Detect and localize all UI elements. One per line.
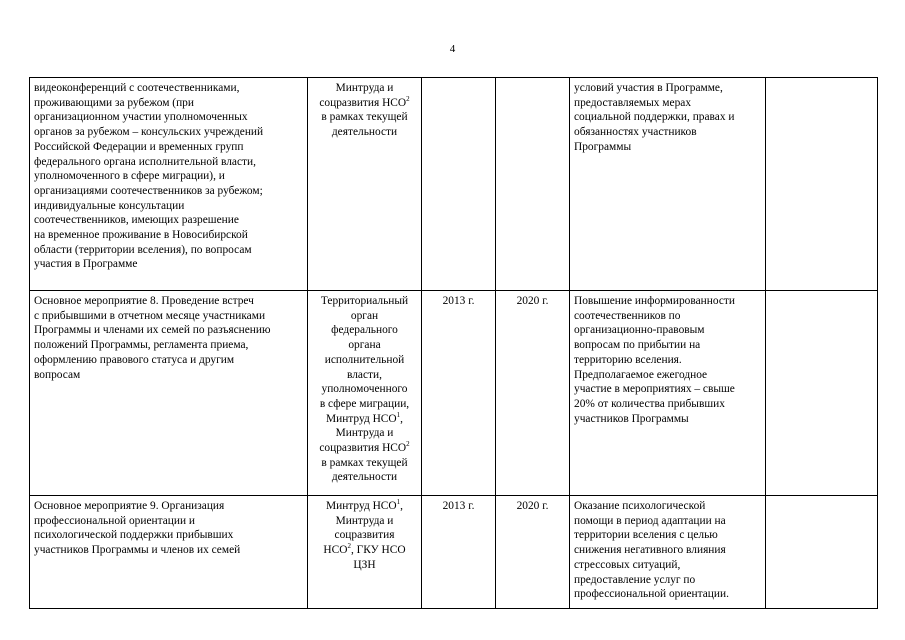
result-cell-line: условий участия в Программе, xyxy=(574,82,723,94)
activity-cell-line: области (территории вселения), по вопросам xyxy=(34,243,252,256)
extra-cell xyxy=(766,291,878,496)
result-cell-line: вопросам по прибытии на xyxy=(574,339,701,352)
result-cell-line: профессиональной ориентации. xyxy=(574,588,729,601)
executor-line xyxy=(312,528,417,543)
executor-line xyxy=(312,96,417,111)
activity-cell-line: положений Программы, регламента приема, xyxy=(34,339,249,352)
result-cell-line: участников Программы xyxy=(574,412,689,425)
activity-cell-line: Основное мероприятие 8. Проведение встреч xyxy=(34,295,254,307)
activity-cell-line: Российской Федерации и временных групп xyxy=(34,140,244,153)
activity-cell-line: организационном участии уполномоченных xyxy=(34,111,248,124)
executor-text: федерального xyxy=(331,324,398,337)
executor-line xyxy=(312,382,417,397)
extra-cell xyxy=(766,496,878,609)
executor-line xyxy=(312,543,417,558)
executor-text: соцразвития xyxy=(334,529,395,542)
start-year-cell: 2013 г. xyxy=(422,291,496,496)
executor-text: Минтруд НСО xyxy=(325,412,397,425)
executor-text: в сфере миграции, xyxy=(319,397,410,410)
activity-cell-line: индивидуальные консультации xyxy=(34,199,185,212)
executor-text: Минтруда и xyxy=(335,82,394,94)
activity-cell-line: федерального органа исполнительной власти, xyxy=(34,155,256,168)
executor-text: ЦЗН xyxy=(353,558,376,571)
executor-suffix: , xyxy=(400,500,403,512)
executor-text: НСО xyxy=(323,544,348,557)
executor-cell xyxy=(308,78,422,291)
executor-text: власти, xyxy=(347,368,382,381)
result-cell xyxy=(570,496,766,609)
footnote-marker: 1 xyxy=(396,498,401,506)
result-cell-line: территории вселения с целью xyxy=(574,529,718,542)
executor-line xyxy=(312,353,417,368)
table-body xyxy=(30,78,878,609)
executor-line xyxy=(312,294,417,309)
result-cell-line: Программы xyxy=(574,140,632,153)
activity-cell-line: уполномоченного в сфере миграции), и xyxy=(34,170,225,183)
executor-text: органа xyxy=(348,339,381,352)
executor-line xyxy=(312,558,417,573)
result-cell xyxy=(570,291,766,496)
executor-text: исполнительной xyxy=(324,353,405,366)
result-cell-line: обязанностях участников xyxy=(574,126,697,139)
activity-cell-line: проживающими за рубежом (при xyxy=(34,96,194,109)
result-cell-line: организационно-правовым xyxy=(574,324,705,337)
page-number: 4 xyxy=(449,43,456,55)
executor-line xyxy=(312,110,417,125)
activity-cell-line: Основное мероприятие 9. Организация xyxy=(34,500,225,512)
executor-line xyxy=(312,441,417,456)
activity-cell xyxy=(30,78,308,291)
executor-line xyxy=(312,470,417,485)
executor-text: соцразвития НСО xyxy=(319,442,407,455)
start-year-cell xyxy=(422,78,496,291)
program-activities-table xyxy=(29,77,878,609)
executor-line xyxy=(312,426,417,441)
activity-cell xyxy=(30,496,308,609)
executor-text: Территориальный xyxy=(320,295,409,307)
result-cell-line: соотечественников по xyxy=(574,309,681,322)
executor-line xyxy=(312,125,417,140)
executor-text: деятельности xyxy=(331,471,398,484)
executor-text: уполномоченного xyxy=(321,383,408,396)
result-cell-line: помощи в период адаптации на xyxy=(574,514,726,527)
executor-line xyxy=(312,338,417,353)
footnote-marker: 2 xyxy=(406,94,410,103)
footnote-marker: 1 xyxy=(396,410,401,419)
result-cell-line: снижения негативного влияния xyxy=(574,544,726,557)
executor-line xyxy=(312,499,417,514)
executor-text: деятельности xyxy=(331,126,398,139)
activity-cell-line: вопросам xyxy=(34,368,81,381)
activity-cell xyxy=(30,291,308,496)
result-cell-line: 20% от количества прибывших xyxy=(574,397,725,410)
activity-cell-line: соотечественников, имеющих разрешение xyxy=(34,214,239,227)
executor-suffix: , ГКУ НСО xyxy=(350,544,406,557)
executor-line xyxy=(312,456,417,471)
table-row xyxy=(30,78,878,291)
end-year-cell: 2020 г. xyxy=(496,291,570,496)
executor-line xyxy=(312,368,417,383)
activity-cell-line: психологической поддержки прибывших xyxy=(34,529,234,542)
activity-cell-line: оформлению правового статуса и другим xyxy=(34,353,235,366)
executor-line xyxy=(312,81,417,96)
activity-cell-line: Программы и членами их семей по разъяснению xyxy=(34,324,271,337)
executor-text: Минтруд НСО xyxy=(325,500,397,512)
result-cell-line: Предполагаемое ежегодное xyxy=(574,368,708,381)
executor-cell xyxy=(308,291,422,496)
result-cell-line: социальной поддержки, правах и xyxy=(574,111,735,124)
footnote-marker: 2 xyxy=(406,440,410,449)
table-row xyxy=(30,291,878,496)
executor-line xyxy=(312,412,417,427)
result-cell-line: территорию вселения. xyxy=(574,353,682,366)
executor-line xyxy=(312,323,417,338)
activity-cell-line: организациями соотечественников за рубежом; xyxy=(34,184,263,197)
executor-line xyxy=(312,514,417,529)
executor-text: орган xyxy=(350,309,379,322)
executor-cell xyxy=(308,496,422,609)
activity-cell-line: с прибывшими в отчетном месяце участниками xyxy=(34,309,266,322)
executor-text: соцразвития НСО xyxy=(319,96,407,109)
result-cell-line: Повышение информированности xyxy=(574,295,735,307)
result-cell-line: стрессовых ситуаций, xyxy=(574,558,681,571)
executor-text: Минтруда и xyxy=(335,427,394,440)
activity-cell-line: участников Программы и членов их семей xyxy=(34,544,241,557)
executor-line xyxy=(312,309,417,324)
result-cell xyxy=(570,78,766,291)
footnote-marker: 2 xyxy=(347,542,351,551)
executor-line xyxy=(312,397,417,412)
end-year-cell xyxy=(496,78,570,291)
activity-cell-line: участия в Программе xyxy=(34,258,138,271)
executor-suffix: , xyxy=(400,412,403,425)
activity-cell-line: на временное проживание в Новосибирской xyxy=(34,229,248,242)
executor-text: в рамках текущей xyxy=(321,111,408,124)
result-cell-line: Оказание психологической xyxy=(574,500,706,512)
start-year-cell: 2013 г. xyxy=(422,496,496,609)
executor-text: Минтруда и xyxy=(335,514,394,527)
result-cell-line: предоставляемых мерах xyxy=(574,96,692,109)
extra-cell xyxy=(766,78,878,291)
result-cell-line: участие в мероприятиях – свыше xyxy=(574,383,735,396)
table-row xyxy=(30,496,878,609)
activity-cell-line: видеоконференций с соотечественниками, xyxy=(34,82,240,94)
activity-cell-line: профессиональной ориентации и xyxy=(34,514,196,527)
result-cell-line: предоставление услуг по xyxy=(574,573,696,586)
activity-cell-line: органов за рубежом – консульских учреждений xyxy=(34,126,264,139)
end-year-cell: 2020 г. xyxy=(496,496,570,609)
executor-text: в рамках текущей xyxy=(321,456,408,469)
